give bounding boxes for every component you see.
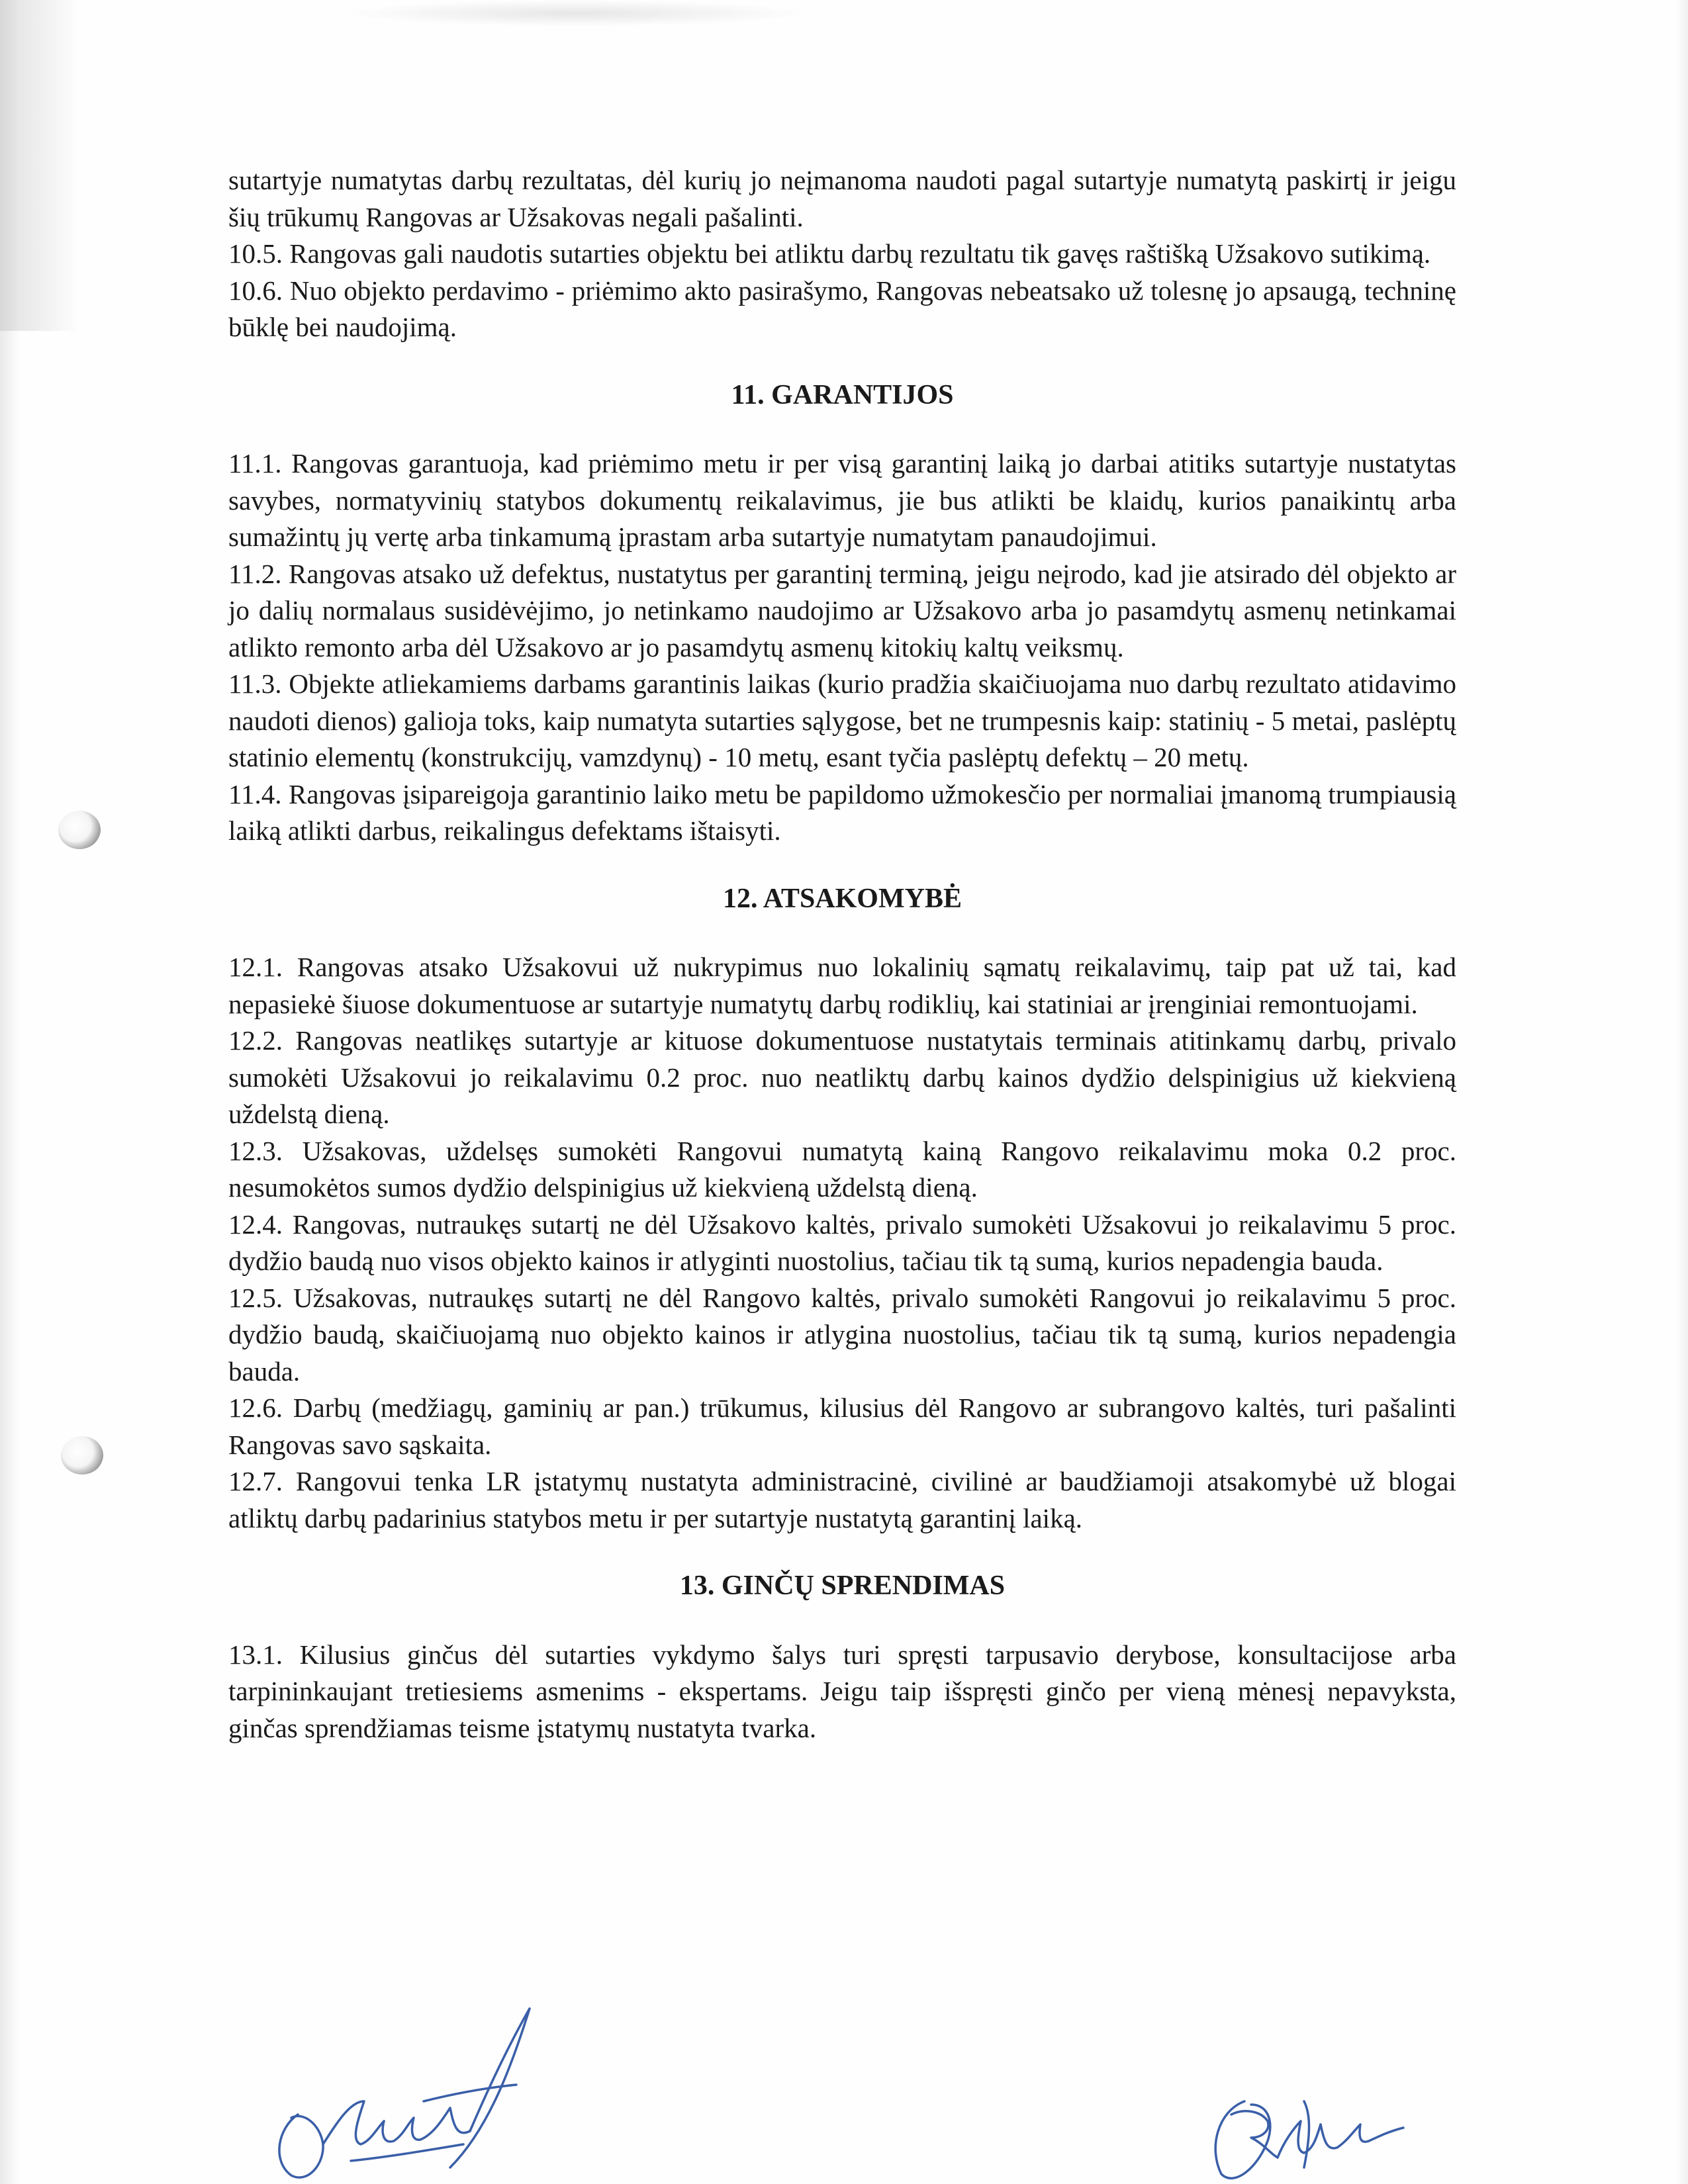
section-heading-11: 11. GARANTIJOS — [731, 379, 954, 410]
paragraph-12-7: 12.7. Rangovui tenka LR įstatymų nustatyta administracinė, civilinė ar baudžiamoji atsakomybė už blogai atliktų darbų padarinius statybos metu ir per sutartyje nustatytą garantinį laiką. — [228, 1466, 1456, 1533]
paragraph-10-5: 10.5. Rangovas gali naudotis sutarties objektu bei atliktu darbų rezultatu tik gavęs raštišką Užsakovo sutikimą. — [228, 238, 1431, 269]
scan-right-edge — [1676, 0, 1688, 2184]
paragraph-12-2: 12.2. Rangovas neatlikęs sutartyje ar kituose dokumentuose nustatytais terminais atitinkamų darbų, privalo sumokėti Užsakovui jo reikalavimu 0.2 proc. nuo neatliktų darbų kainos dydžio delspinigius už kiekvieną uždelstą dieną. — [228, 1025, 1456, 1129]
paragraph-11-3: 11.3. Objekte atliekamiems darbams garantinis laikas (kurio pradžia skaičiuojama nuo darbų rezultato atidavimo naudoti dienos) galioja toks, kaip numatyta sutarties sąlygose, bet ne trumpesnis kaip: statinių - 5 metai, paslėptų statinio elementų (konstrukcijų, vamzdynų) - 10 metų, esant tyčia paslėptų defektų – 20 metų. — [228, 668, 1456, 772]
scan-corner-shadow — [0, 0, 79, 331]
paragraph-12-6: 12.6. Darbų (medžiagų, gaminių ar pan.) trūkumus, kilusius dėl Rangovo ar subrangovo kaltės, turi pašalinti Rangovas savo sąskaita. — [228, 1392, 1456, 1460]
paragraph-13-1: 13.1. Kilusius ginčus dėl sutarties vykdymo šalys turi spręsti tarpusavio derybose, konsultacijose arba tarpininkaujant tretiesiems asmenims - ekspertams. Jeigu taip išspręsti ginčo per vieną mėnesį nepavyksta, ginčas sprendžiamas teisme įstatymų nustatyta tvarka. — [228, 1639, 1456, 1743]
section-heading-13: 13. GINČŲ SPRENDIMAS — [679, 1570, 1006, 1601]
paragraph-12-1: 12.1. Rangovas atsako Užsakovui už nukrypimus nuo lokalinių sąmatų reikalavimų, taip pat už tai, kad nepasiekė šiuose dokumentuose ar sutartyje numatytų darbų rodiklių, kai statiniai ar įrenginiai remontuojami. — [228, 952, 1456, 1019]
paragraph-12-5: 12.5. Užsakovas, nutraukęs sutartį ne dėl Rangovo kaltės, privalo sumokėti Rangovui jo reikalavimu 5 proc. dydžio baudą, skaičiuojamą nuo objekto kainos ir atlygina nuostolius, tačiau tik tą sumą, kurios nepadengia bauda. — [228, 1282, 1456, 1387]
section-heading-12: 12. ATSAKOMYBĖ — [723, 883, 962, 914]
signature-right — [1205, 2075, 1410, 2184]
paragraph-10-6: 10.6. Nuo objekto perdavimo - priėmimo akto pasirašymo, Rangovas nebeatsako už tolesnę jo apsaugą, techninę būklę bei naudojimą. — [228, 275, 1456, 342]
paragraph-12-3: 12.3. Užsakovas, uždelsęs sumokėti Rangovui numatytą kainą Rangovo reikalavimu moka 0.2 proc. nesumokėtos sumos dydžio delspinigius už kiekvieną uždelstą dieną. — [228, 1135, 1456, 1203]
scan-top-smudge — [344, 0, 808, 26]
punch-hole-lower — [61, 1436, 103, 1475]
paragraph-11-2: 11.2. Rangovas atsako už defektus, nustatytus per garantinį terminą, jeigu neįrodo, kad jie atsirado dėl objekto ar jo dalių normalaus susidėvėjimo, jo netinkamo naudojimo ar Užsakovo arba jo pasamdytų asmenų netinkamai atlikto remonto arba dėl Užsakovo ar jo pasamdytų asmenų kitokių kaltų veiksmų. — [228, 558, 1456, 662]
punch-hole-upper — [58, 811, 101, 849]
document-body — [228, 162, 1456, 1747]
paragraph-11-1: 11.1. Rangovas garantuoja, kad priėmimo metu ir per visą garantinį laiką jo darbai atitiks sutartyje nustatytas savybes, normatyvinių statybos dokumentų reikalavimus, jie bus atlikti be klaidų, kurios panaikintų arba sumažintų jų vertę arba tinkamumą įprastam arba sutartyje numatytam panaudojimui. — [228, 448, 1456, 552]
paragraph-10-4-tail: sutartyje numatytas darbų rezultatas, dėl kurių jo neįmanoma naudoti pagal sutartyje numatytą paskirtį ir jeigu šių trūkumų Rangovas ar Užsakovas negali pašalinti. — [228, 165, 1456, 232]
paragraph-11-4: 11.4. Rangovas įsipareigoja garantinio laiko metu be papildomo užmokesčio per normaliai įmanomą trumpiausią laiką atlikti darbus, reikalingus defektams ištaisyti. — [228, 778, 1456, 846]
paragraph-12-4: 12.4. Rangovas, nutraukęs sutartį ne dėl Užsakovo kaltės, privalo sumokėti Užsakovui jo reikalavimu 5 proc. dydžio baudą nuo visos objekto kainos ir atlyginti nuostolius, tačiau tik tą sumą, kurios nepadengia bauda. — [228, 1208, 1456, 1276]
signature-left — [252, 2002, 569, 2184]
